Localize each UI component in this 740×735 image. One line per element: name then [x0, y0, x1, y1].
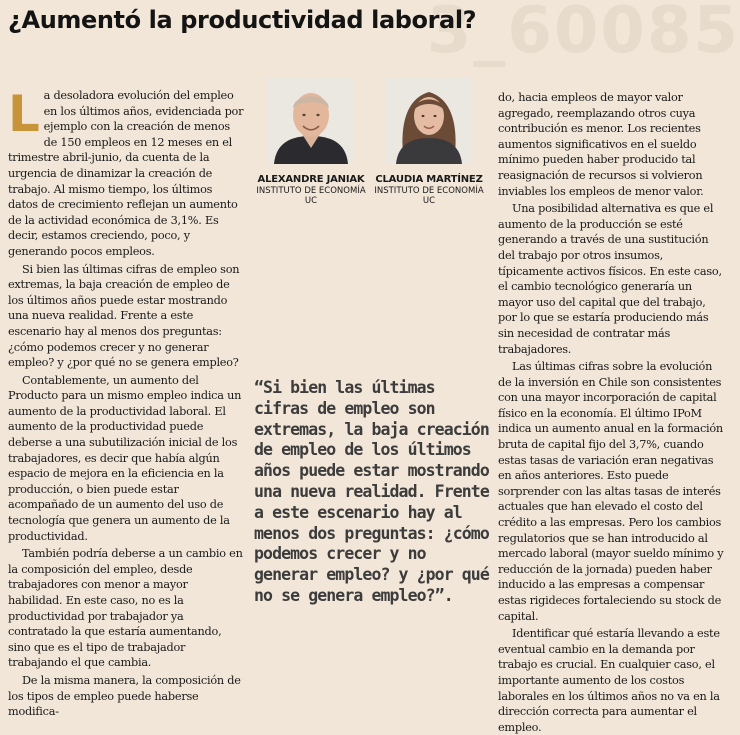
paragraph: Identificar qué estaría llevando a este eventual cambio en la demanda por trabajo es crucial. En cualquier caso, el importante aumento de los costos laborales en los últimos años no va en la dirección correcta para aumentar el empleo.	[498, 627, 720, 734]
paragraph: do, hacia empleos de mayor valor agregado, reemplazando otros cuya contribución es menor. Los recientes aumentos significativos en el sueldo mínimo pueden haber producido tal reasignación de recursos si volvieron inviables los empleos de menor valor.	[498, 91, 704, 198]
drop-cap: L	[8, 85, 40, 143]
paragraph	[8, 85, 244, 260]
author-card	[252, 78, 370, 206]
authors-block	[252, 78, 488, 218]
author-photo-martinez	[386, 78, 472, 164]
author-name: ALEXANDRE JANIAK	[257, 174, 365, 185]
author-institution: INSTITUTO DE ECONOMÍA UC	[374, 186, 484, 206]
paragraph: De la misma manera, la composición de los tipos de empleo puede haberse modifica-	[8, 673, 241, 719]
article-title: ¿Aumentó la productividad laboral?	[8, 6, 477, 34]
paragraph-text: a desoladora evolución del empleo en los últimos años, evidenciada por ejemplo con la creación de menos de 150 empleos en 12 meses en el trimestre abril-junio, da cuenta de la urgencia de dinamizar la creación de trabajo. Al mismo tiempo, los últimos datos de crecimiento reflejan un aumento de la actividad económica de 3,1%. Es decir, estamos creciendo, poco, y generando pocos empleos.	[8, 89, 244, 258]
pull-quote: “Si bien las últimas cifras de empleo son extremas, la baja creación de empleo de los últimos años puede estar mostrando una nueva realidad. Frente a este escenario hay al menos dos preguntas: ¿cómo podemos crecer y no generar empleo? y ¿por qué no se genera empleo?”.	[254, 378, 489, 605]
author-name: CLAUDIA MARTÍNEZ	[375, 174, 483, 185]
author-photo-janiak	[268, 78, 354, 164]
article-column-left	[8, 85, 244, 720]
article-column-right	[498, 90, 724, 735]
paragraph: Las últimas cifras sobre la evolución de la inversión en Chile son consistentes con una mayor incorporación de capital físico en la economía. El último IPoM indica un aumento anual en la formación bruta de capital fijo del 3,7%, cuando estas tasas de variación eran negativas en años anteriores. Esto puede sorprender con las altas tasas de interés actuales que han elevado el costo del crédito a las empresas. Pero los cambios regulatorios que se han introducido al mercado laboral (mayor sueldo mínimo y reducción de la jornada) pueden haber inducido a las empresas a compensar estas rigideces fortaleciendo su stock de capital.	[498, 360, 724, 623]
paragraph: Contablemente, un aumento del Producto para un mismo empleo indica un aumento de la productividad laboral. El aumento de la productividad puede deberse a una subutilización inicial de los trabajadores, es decir que había algún espacio de mejora en la eficiencia en la producción, o bien puede estar acompañado de un aumento del uso de tecnología que genera un aumento de la productividad.	[8, 373, 242, 543]
paragraph: También podría deberse a un cambio en la composición del empleo, desde trabajadores con menor a mayor habilidad. En este caso, no es la productividad por trabajador ya contratado la que estaría aumentando, sino que es el tipo de trabajador trabajando el que cambia.	[8, 547, 243, 670]
background-watermark: 3_60085	[426, 0, 740, 68]
author-card	[370, 78, 488, 206]
paragraph: Una posibilidad alternativa es que el aumento de la producción se esté generando a través de una sustitución del trabajo por otros insumos, típicamente activos físicos. En este caso, el cambio tecnológico generaría un mayor uso del capital que del trabajo, por lo que se estaría produciendo más sin necesidad de contratar más trabajadores.	[498, 202, 722, 356]
author-institution: INSTITUTO DE ECONOMÍA UC	[256, 186, 366, 206]
paragraph: Si bien las últimas cifras de empleo son extremas, la baja creación de empleo de los últimos años puede estar mostrando una nueva realidad. Frente a este escenario hay al menos dos preguntas: ¿cómo podemos crecer y no generar empleo? y ¿por qué no se genera empleo?	[8, 262, 240, 370]
